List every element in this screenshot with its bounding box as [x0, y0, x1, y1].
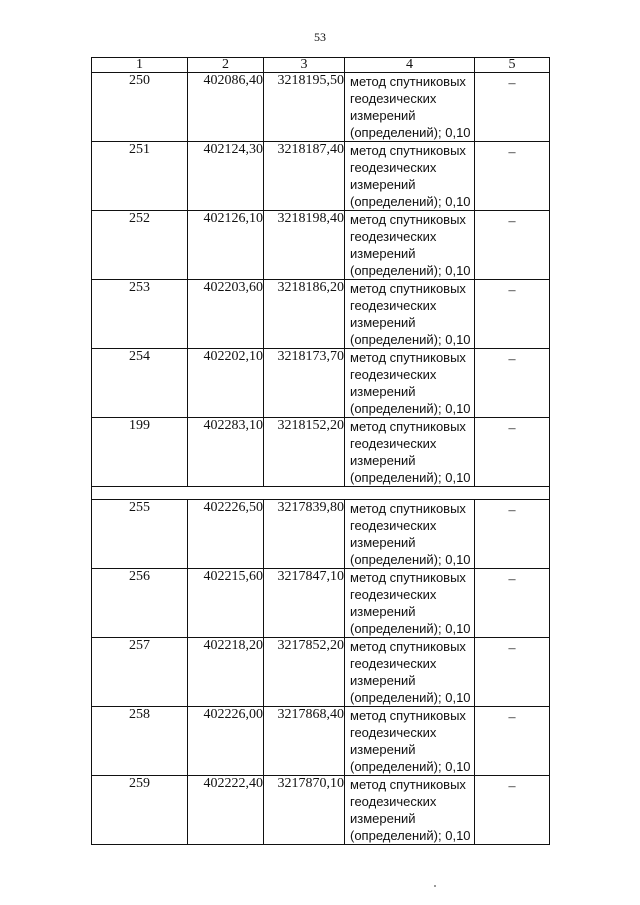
note-cell: –	[475, 569, 550, 638]
method-cell: метод спутниковых геодезических измерений (определений); 0,10	[345, 73, 475, 142]
table-row	[92, 500, 550, 569]
table-row	[92, 707, 550, 776]
note-cell: –	[475, 500, 550, 569]
x-coordinate-cell: 402226,50	[188, 500, 264, 569]
note-cell: –	[475, 349, 550, 418]
point-number-cell: 259	[92, 776, 188, 845]
point-number-cell: 199	[92, 418, 188, 487]
table-row	[92, 280, 550, 349]
point-number-cell: 255	[92, 500, 188, 569]
method-cell: метод спутниковых геодезических измерений (определений); 0,10	[345, 776, 475, 845]
page-number: 53	[314, 30, 326, 44]
x-coordinate-cell: 402226,00	[188, 707, 264, 776]
method-cell: метод спутниковых геодезических измерений (определений); 0,10	[345, 280, 475, 349]
y-coordinate-cell: 3218173,70	[264, 349, 345, 418]
table-row	[92, 776, 550, 845]
x-coordinate-cell: 402203,60	[188, 280, 264, 349]
table-row	[92, 638, 550, 707]
column-header-5: 5	[475, 58, 550, 73]
method-cell: метод спутниковых геодезических измерений (определений); 0,10	[345, 211, 475, 280]
scan-speck	[434, 885, 436, 887]
table-header-row	[92, 58, 550, 73]
point-number-cell: 257	[92, 638, 188, 707]
x-coordinate-cell: 402283,10	[188, 418, 264, 487]
note-cell: –	[475, 418, 550, 487]
separator-cell	[92, 487, 550, 500]
y-coordinate-cell: 3218195,50	[264, 73, 345, 142]
y-coordinate-cell: 3217852,20	[264, 638, 345, 707]
y-coordinate-cell: 3218187,40	[264, 142, 345, 211]
x-coordinate-cell: 402218,20	[188, 638, 264, 707]
y-coordinate-cell: 3218186,20	[264, 280, 345, 349]
x-coordinate-cell: 402222,40	[188, 776, 264, 845]
section-separator-row	[92, 487, 550, 500]
point-number-cell: 253	[92, 280, 188, 349]
method-cell: метод спутниковых геодезических измерений (определений); 0,10	[345, 500, 475, 569]
y-coordinate-cell: 3217870,10	[264, 776, 345, 845]
table-row	[92, 211, 550, 280]
column-header-2: 2	[188, 58, 264, 73]
note-cell: –	[475, 707, 550, 776]
method-cell: метод спутниковых геодезических измерений (определений); 0,10	[345, 418, 475, 487]
point-number-cell: 250	[92, 73, 188, 142]
table-row	[92, 73, 550, 142]
x-coordinate-cell: 402202,10	[188, 349, 264, 418]
x-coordinate-cell: 402126,10	[188, 211, 264, 280]
coordinates-table	[91, 57, 550, 845]
x-coordinate-cell: 402124,30	[188, 142, 264, 211]
method-cell: метод спутниковых геодезических измерений (определений); 0,10	[345, 638, 475, 707]
point-number-cell: 251	[92, 142, 188, 211]
note-cell: –	[475, 73, 550, 142]
note-cell: –	[475, 638, 550, 707]
table-row	[92, 569, 550, 638]
point-number-cell: 256	[92, 569, 188, 638]
table-row	[92, 349, 550, 418]
y-coordinate-cell: 3217839,80	[264, 500, 345, 569]
note-cell: –	[475, 211, 550, 280]
note-cell: –	[475, 142, 550, 211]
y-coordinate-cell: 3218152,20	[264, 418, 345, 487]
column-header-3: 3	[264, 58, 345, 73]
method-cell: метод спутниковых геодезических измерений (определений); 0,10	[345, 142, 475, 211]
table-row	[92, 418, 550, 487]
method-cell: метод спутниковых геодезических измерений (определений); 0,10	[345, 569, 475, 638]
column-header-4: 4	[345, 58, 475, 73]
point-number-cell: 258	[92, 707, 188, 776]
note-cell: –	[475, 776, 550, 845]
note-cell: –	[475, 280, 550, 349]
column-header-1: 1	[92, 58, 188, 73]
y-coordinate-cell: 3217847,10	[264, 569, 345, 638]
method-cell: метод спутниковых геодезических измерений (определений); 0,10	[345, 349, 475, 418]
method-cell: метод спутниковых геодезических измерений (определений); 0,10	[345, 707, 475, 776]
table-row	[92, 142, 550, 211]
x-coordinate-cell: 402086,40	[188, 73, 264, 142]
y-coordinate-cell: 3218198,40	[264, 211, 345, 280]
x-coordinate-cell: 402215,60	[188, 569, 264, 638]
point-number-cell: 252	[92, 211, 188, 280]
y-coordinate-cell: 3217868,40	[264, 707, 345, 776]
point-number-cell: 254	[92, 349, 188, 418]
